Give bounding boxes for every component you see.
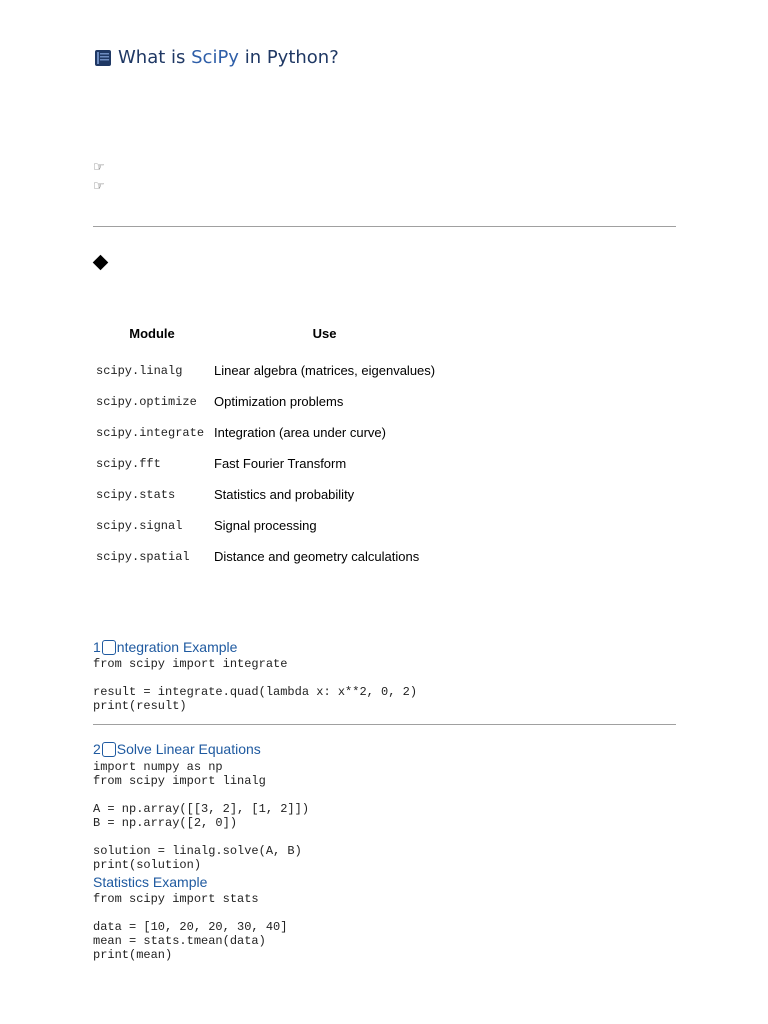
- use-cell: Linear algebra (matrices, eigenvalues): [214, 363, 436, 378]
- section-number: 1: [93, 639, 101, 655]
- column-header-module: Module: [129, 326, 175, 341]
- section-number: 2: [93, 741, 101, 757]
- section-heading-integration: [93, 639, 237, 655]
- section-heading-statistics: [93, 874, 207, 890]
- table-row: [93, 417, 438, 448]
- title-prefix: What is: [118, 47, 192, 68]
- table-row: [93, 510, 438, 541]
- module-cell: scipy.signal: [96, 518, 183, 533]
- use-cell: Fast Fourier Transform: [214, 456, 347, 471]
- book-icon: [94, 49, 112, 67]
- table-row: [93, 386, 438, 417]
- use-cell: Statistics and probability: [214, 487, 355, 502]
- use-cell: Distance and geometry calculations: [214, 549, 420, 564]
- column-header-use: Use: [312, 326, 337, 341]
- code-block-statistics: from scipy import stats data = [10, 20, 20, 30, 40] mean = stats.tmean(data) print(mean): [93, 892, 288, 962]
- module-cell: scipy.linalg: [96, 363, 183, 378]
- title-highlight: SciPy: [191, 47, 239, 68]
- module-cell: scipy.fft: [96, 456, 161, 471]
- keycap-icon: [102, 640, 116, 655]
- title-suffix: in Python?: [238, 47, 339, 68]
- section-title: ntegration Example: [116, 639, 238, 655]
- table-row: [93, 355, 438, 386]
- table-header-row: [93, 326, 438, 355]
- table-row: [93, 479, 438, 510]
- keycap-icon: [102, 742, 116, 757]
- section-title: Statistics Example: [93, 874, 208, 890]
- divider: [93, 724, 676, 725]
- section-heading-linear-equations: [93, 741, 261, 757]
- use-cell: Integration (area under curve): [214, 425, 386, 440]
- code-block-integration: from scipy import integrate result = integrate.quad(lambda x: x**2, 0, 2) print(result): [93, 657, 418, 713]
- module-cell: scipy.optimize: [96, 394, 197, 409]
- table-row: [93, 541, 438, 572]
- use-cell: Signal processing: [214, 518, 317, 533]
- diamond-bullet-icon: [93, 255, 109, 271]
- modules-table: [93, 326, 438, 572]
- divider: [93, 226, 676, 227]
- page-title: [94, 47, 339, 68]
- pointing-hand-icon: ☞: [93, 179, 105, 194]
- title-text: [118, 47, 339, 68]
- section-title: Solve Linear Equations: [116, 741, 261, 757]
- code-block-linear-equations: import numpy as np from scipy import linalg A = np.array([[3, 2], [1, 2]]) B = np.array([2, 0]) solution = linalg.solve(A, B) print(solution): [93, 760, 310, 872]
- pointing-hand-icon: ☞: [93, 160, 105, 175]
- use-cell: Optimization problems: [214, 394, 344, 409]
- table-row: [93, 448, 438, 479]
- module-cell: scipy.stats: [96, 487, 176, 502]
- module-cell: scipy.spatial: [96, 549, 190, 564]
- module-cell: scipy.integrate: [96, 425, 205, 440]
